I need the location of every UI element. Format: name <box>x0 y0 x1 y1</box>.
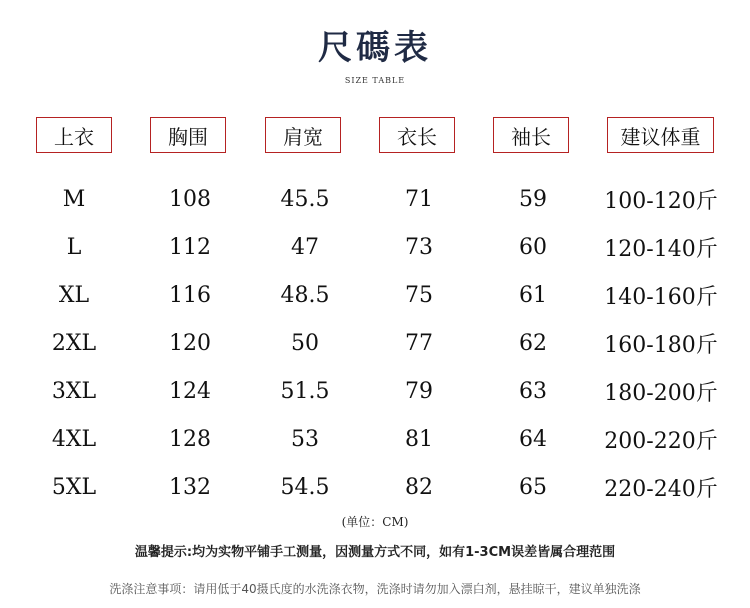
weight-cell: 200-220斤 <box>604 428 718 454</box>
weight-cell: 160-180斤 <box>604 332 718 358</box>
weight-cell: 140-160斤 <box>604 284 718 310</box>
sleeve-cell: 59 <box>519 186 547 212</box>
length-cell: 73 <box>405 234 433 260</box>
weight-cell: 220-240斤 <box>604 476 718 502</box>
page-title: 尺碼表 <box>318 28 432 68</box>
table-header <box>0 117 750 155</box>
header-length: 衣长 <box>379 117 455 153</box>
header-weight: 建议体重 <box>607 117 714 153</box>
shoulder-cell: 51.5 <box>280 378 330 404</box>
chest-cell: 116 <box>169 282 211 308</box>
shoulder-cell: 54.5 <box>280 474 330 500</box>
weight-cell: 120-140斤 <box>604 236 718 262</box>
table-row <box>0 227 750 267</box>
shoulder-cell: 48.5 <box>280 282 330 308</box>
header-sleeve: 袖长 <box>493 117 569 153</box>
size-cell: 2XL <box>51 330 97 356</box>
size-cell: M <box>62 186 86 212</box>
chest-cell: 120 <box>169 330 211 356</box>
header-shoulder: 肩宽 <box>265 117 341 153</box>
sleeve-cell: 61 <box>519 282 547 308</box>
size-cell: XL <box>58 282 90 308</box>
table-row <box>0 275 750 315</box>
shoulder-cell: 45.5 <box>280 186 330 212</box>
chest-cell: 108 <box>169 186 211 212</box>
header-top: 上衣 <box>36 117 112 153</box>
shoulder-cell: 53 <box>291 426 319 452</box>
sleeve-cell: 63 <box>519 378 547 404</box>
chest-cell: 132 <box>169 474 211 500</box>
header-chest: 胸围 <box>150 117 226 153</box>
length-cell: 77 <box>405 330 433 356</box>
length-cell: 79 <box>405 378 433 404</box>
table-row <box>0 419 750 459</box>
table-row <box>0 371 750 411</box>
measurement-tip: 温馨提示:均为实物平铺手工测量，因测量方式不同，如有1-3CM误差皆属合理范围 <box>134 545 616 560</box>
weight-cell: 100-120斤 <box>604 188 718 214</box>
washing-instructions: 洗涤注意事项：请用低于40摄氏度的水洗涤衣物，洗涤时请勿加入漂白剂，悬挂晾干，建议单独洗涤 <box>109 582 641 596</box>
length-cell: 71 <box>405 186 433 212</box>
length-cell: 75 <box>405 282 433 308</box>
length-cell: 82 <box>405 474 433 500</box>
size-cell: 3XL <box>51 378 97 404</box>
shoulder-cell: 50 <box>291 330 319 356</box>
table-row <box>0 323 750 363</box>
chest-cell: 112 <box>169 234 211 260</box>
unit-note: (单位：CM) <box>341 515 409 529</box>
table-row <box>0 179 750 219</box>
chest-cell: 124 <box>169 378 211 404</box>
size-cell: 4XL <box>51 426 97 452</box>
size-cell: L <box>66 234 82 260</box>
sleeve-cell: 60 <box>519 234 547 260</box>
sleeve-cell: 64 <box>519 426 547 452</box>
sleeve-cell: 65 <box>519 474 547 500</box>
length-cell: 81 <box>405 426 433 452</box>
size-cell: 5XL <box>51 474 97 500</box>
shoulder-cell: 47 <box>291 234 319 260</box>
page-subtitle: SIZE TABLE <box>344 76 406 85</box>
sleeve-cell: 62 <box>519 330 547 356</box>
chest-cell: 128 <box>169 426 211 452</box>
weight-cell: 180-200斤 <box>604 380 718 406</box>
table-row <box>0 467 750 507</box>
